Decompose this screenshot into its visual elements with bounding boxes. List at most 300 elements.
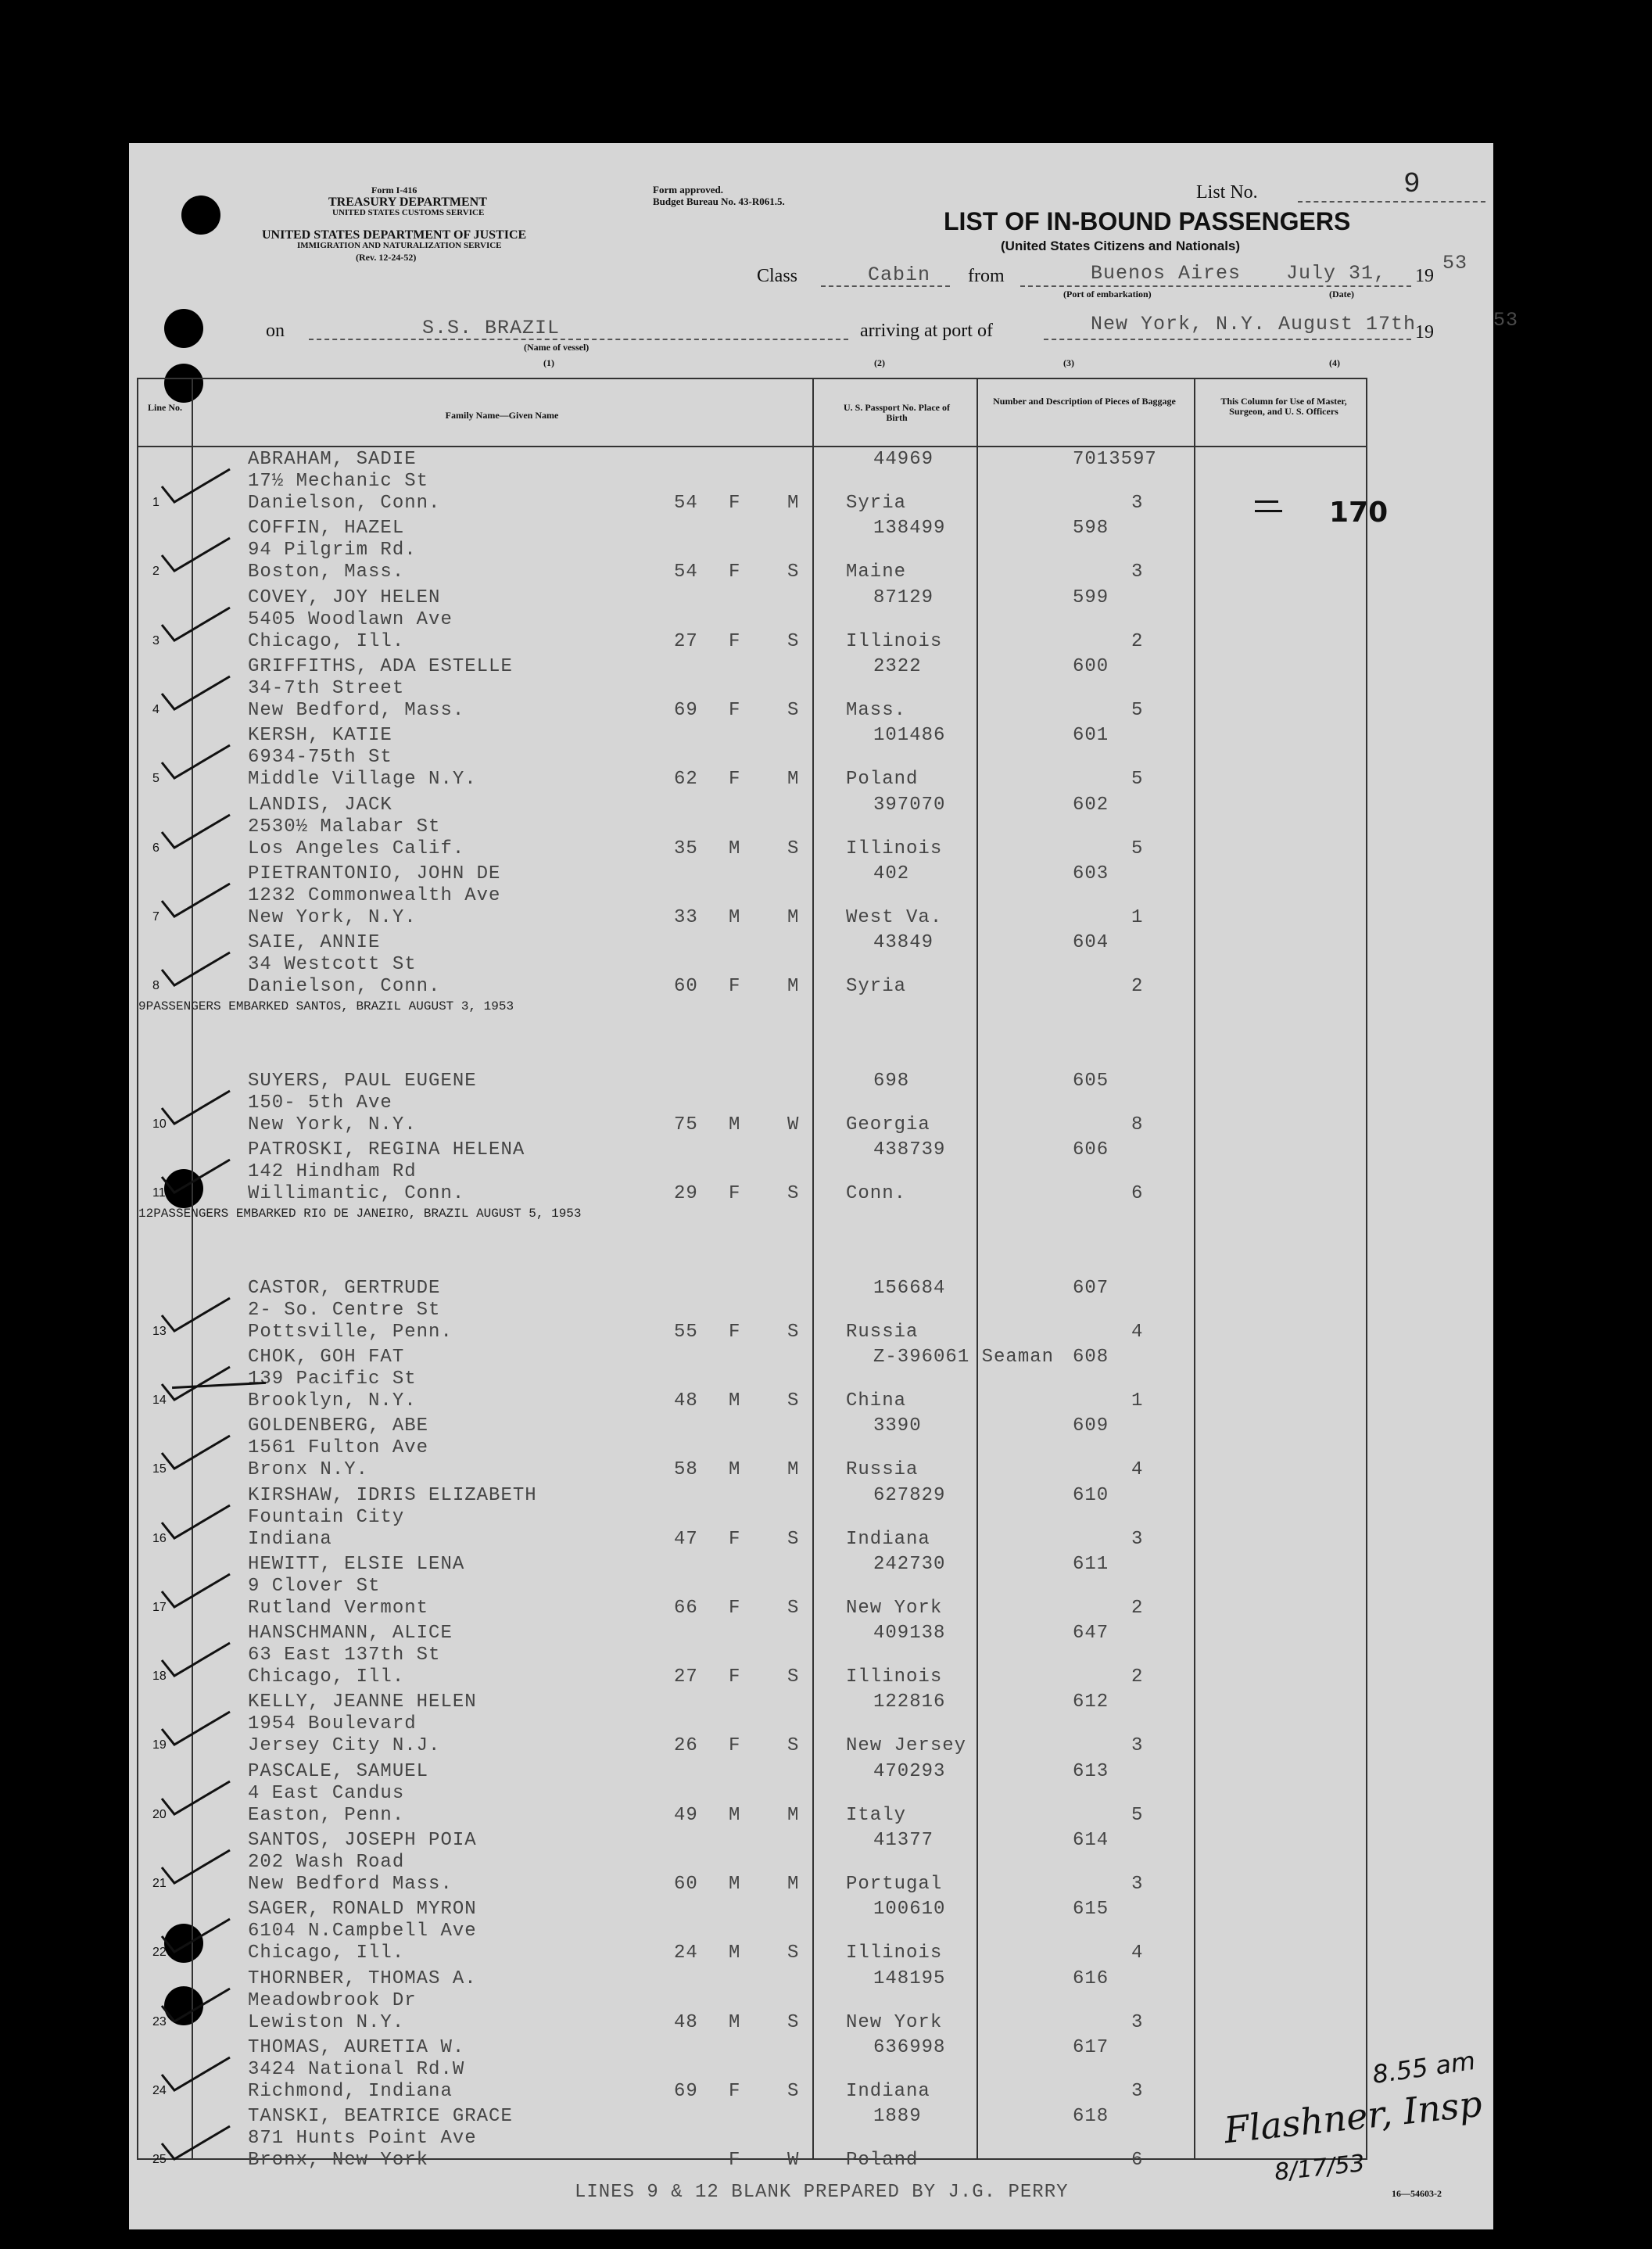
line-number: 6 (152, 841, 159, 855)
table-row (138, 1967, 1366, 2036)
passenger-age: 48 (674, 1390, 698, 1411)
check-mark (156, 2120, 234, 2167)
section-row (138, 1207, 1366, 1275)
passport-number: 2322 (873, 655, 922, 677)
passenger-age: 62 (674, 769, 698, 791)
marital-status: S (787, 561, 800, 583)
passport-number: Z-396061 Seaman (873, 1346, 1055, 1368)
passenger-sex: F (729, 1528, 741, 1550)
place-of-birth: Illinois (846, 1942, 943, 1964)
passenger-age: 54 (674, 493, 698, 514)
baggage-number: 604 (1073, 932, 1109, 954)
time-annotation: 8.55 am (1370, 2045, 1478, 2090)
baggage-count: 4 (1131, 1459, 1144, 1481)
place-of-birth: West Va. (846, 906, 943, 928)
passenger-sex: F (729, 561, 741, 583)
treasury-label: TREASURY DEPARTMENT (328, 195, 487, 209)
passport-number: 100610 (873, 1899, 946, 1921)
marital-status: W (787, 2150, 800, 2172)
baggage-number: 599 (1073, 586, 1109, 608)
passenger-sex: M (729, 1459, 741, 1481)
date-line (1270, 285, 1411, 287)
justice-label: UNITED STATES DEPARTMENT OF JUSTICE (262, 228, 527, 242)
passport-number: 138499 (873, 518, 946, 540)
passenger-address: 63 East 137th St (248, 1645, 441, 1666)
passenger-address: 871 Hunts Point Ave (248, 2128, 477, 2150)
table-row (138, 586, 1366, 655)
line-number: 5 (152, 772, 159, 786)
line-number: 21 (152, 1877, 167, 1890)
date-value: July 31, (1286, 262, 1387, 285)
passenger-sex: M (729, 2011, 741, 2033)
place-of-birth: Poland (846, 769, 919, 791)
class-value: Cabin (868, 264, 931, 286)
place-of-birth: Georgia (846, 1114, 930, 1135)
passenger-name: KELLY, JEANNE HELEN (248, 1691, 477, 1713)
passenger-name: ABRAHAM, SADIE (248, 449, 417, 470)
passenger-city: Chicago, Ill. (248, 1942, 405, 1964)
passport-number: 409138 (873, 1623, 946, 1645)
place-of-birth: Poland (846, 2150, 919, 2172)
place-of-birth: Illinois (846, 1666, 943, 1688)
passenger-name: GOLDENBERG, ABE (248, 1415, 429, 1437)
passenger-name: GRIFFITHS, ADA ESTELLE (248, 655, 513, 677)
table-row (138, 1897, 1366, 1966)
passenger-age: 66 (674, 1597, 698, 1619)
passenger-name: LANDIS, JACK (248, 794, 392, 816)
line-number: 8 (152, 979, 159, 993)
footer-note: LINES 9 & 12 BLANK PREPARED BY J.G. PERRY (575, 2182, 1069, 2203)
passenger-name: KERSH, KATIE (248, 725, 392, 747)
passenger-city: Bronx N.Y. (248, 1459, 369, 1481)
passenger-sex: F (729, 493, 741, 514)
passenger-name: COFFIN, HAZEL (248, 518, 405, 540)
passenger-city: Danielson, Conn. (248, 976, 441, 998)
table-row (138, 1690, 1366, 1759)
check-mark (156, 809, 234, 855)
passenger-city: Los Angeles Calif. (248, 838, 465, 859)
col-num-3: (3) (1063, 357, 1074, 368)
passport-number: 242730 (873, 1553, 946, 1575)
passenger-name: SAGER, RONALD MYRON (248, 1899, 477, 1921)
passenger-address: 4 East Candus (248, 1782, 405, 1804)
passenger-age: 26 (674, 1735, 698, 1757)
passport-number: 44969 (873, 449, 934, 470)
passenger-city: New York, N.Y. (248, 1114, 417, 1135)
passenger-sex: F (729, 2080, 741, 2102)
vessel-value: S.S. BRAZIL (422, 317, 561, 339)
passenger-city: New Bedford, Mass. (248, 699, 465, 721)
year-value: 53 (1442, 252, 1468, 274)
passenger-address: 9 Clover St (248, 1575, 381, 1597)
passport-number: 148195 (873, 1967, 946, 1989)
arrival-value: New York, N.Y. August 17th (1091, 313, 1417, 335)
passenger-city: Rutland Vermont (248, 1597, 429, 1619)
passenger-name: HEWITT, ELSIE LENA (248, 1553, 465, 1575)
passport-number: 122816 (873, 1691, 946, 1713)
baggage-count: 5 (1131, 699, 1144, 721)
baggage-count: 2 (1131, 630, 1144, 652)
arrival-line (1044, 339, 1411, 340)
baggage-number: 603 (1073, 863, 1109, 884)
baggage-number: 609 (1073, 1415, 1109, 1437)
vessel-line (309, 339, 848, 340)
passenger-sex: F (729, 699, 741, 721)
marital-status: S (787, 1528, 800, 1550)
passenger-name: PATROSKI, REGINA HELENA (248, 1139, 525, 1160)
passenger-city: Indiana (248, 1528, 332, 1550)
line-number: 1 (152, 496, 159, 509)
line-number: 23 (152, 2014, 167, 2028)
line-number: 17 (152, 1600, 167, 1614)
baggage-number: 7013597 (1073, 449, 1157, 470)
line-number: 4 (152, 702, 159, 716)
passport-number: 402 (873, 863, 910, 884)
baggage-number: 598 (1073, 518, 1109, 540)
passport-number: 87129 (873, 586, 934, 608)
baggage-number: 611 (1073, 1553, 1109, 1575)
col-head-baggage: Number and Description of Pieces of Baggage (993, 396, 1176, 407)
table-row (138, 862, 1366, 931)
check-mark (156, 1085, 234, 1132)
passenger-sex: M (729, 1942, 741, 1964)
section-heading: PASSENGERS EMBARKED SANTOS, BRAZIL AUGUST 3, 1953 (145, 999, 514, 1014)
passenger-city: New Bedford Mass. (248, 1874, 453, 1895)
passenger-address: 139 Pacific St (248, 1368, 417, 1390)
passenger-age: 35 (674, 838, 698, 859)
passenger-sex: F (729, 769, 741, 791)
passenger-address: 6934-75th St (248, 747, 392, 769)
check-mark (156, 946, 234, 993)
passenger-address: Meadowbrook Dr (248, 1989, 417, 2011)
table-row (138, 1759, 1366, 1828)
arrival-year-prefix: 19 (1415, 322, 1434, 343)
marital-status: M (787, 769, 800, 791)
passenger-sex: M (729, 838, 741, 859)
passenger-age: 29 (674, 1183, 698, 1204)
passenger-sex: F (729, 1321, 741, 1343)
line-number: 9 (138, 999, 146, 1014)
passport-number: 41377 (873, 1830, 934, 1851)
passenger-name: PIETRANTONIO, JOHN DE (248, 863, 501, 884)
table-row (138, 1621, 1366, 1690)
passenger-age: 27 (674, 630, 698, 652)
strike-mark (1255, 510, 1282, 512)
passenger-name: SAIE, ANNIE (248, 932, 381, 954)
passenger-address: 6104 N.Campbell Ave (248, 1921, 477, 1942)
list-no-label: List No. (1196, 182, 1258, 203)
table-row (138, 1345, 1366, 1414)
passenger-address: 1954 Boulevard (248, 1713, 417, 1735)
marital-status: S (787, 699, 800, 721)
section-heading: PASSENGERS EMBARKED RIO DE JANEIRO, BRAZIL AUGUST 5, 1953 (153, 1207, 582, 1221)
passenger-city: Chicago, Ill. (248, 1666, 405, 1688)
check-mark (156, 1775, 234, 1822)
passport-number: 397070 (873, 794, 946, 816)
baggage-number: 606 (1073, 1139, 1109, 1160)
col-head-name: Family Name—Given Name (445, 410, 559, 421)
check-mark (156, 1844, 234, 1891)
place-of-birth: New York (846, 1597, 943, 1619)
line-number: 18 (152, 1670, 167, 1684)
check-mark (156, 1637, 234, 1684)
form-approved: Form approved. (653, 184, 724, 195)
line-number: 24 (152, 2083, 167, 2097)
check-mark (156, 1499, 234, 1546)
passenger-address: 1232 Commonwealth Ave (248, 884, 501, 906)
passenger-address: 142 Hindham Rd (248, 1161, 417, 1182)
baggage-count: 1 (1131, 1390, 1144, 1411)
line-number: 22 (152, 1946, 167, 1960)
table-row (138, 1276, 1366, 1345)
line-number: 15 (152, 1462, 167, 1476)
passenger-city: Pottsville, Penn. (248, 1321, 453, 1343)
passenger-age: 55 (674, 1321, 698, 1343)
baggage-count: 2 (1131, 1597, 1144, 1619)
from-label: from (968, 266, 1005, 286)
line-number: 11 (152, 1186, 166, 1200)
col-head-officers: This Column for Use of Master, Surgeon, and U. S. Officers (1220, 396, 1347, 417)
passenger-age: 47 (674, 1528, 698, 1550)
marital-status: M (787, 493, 800, 514)
line-number: 19 (152, 1738, 167, 1752)
baggage-number: 613 (1073, 1760, 1109, 1782)
place-of-birth: Illinois (846, 630, 943, 652)
passenger-city: Boston, Mass. (248, 561, 405, 583)
customs-label: UNITED STATES CUSTOMS SERVICE (332, 208, 485, 217)
class-label: Class (757, 266, 798, 286)
place-of-birth: Portugal (846, 1874, 943, 1895)
check-mark (156, 877, 234, 924)
passport-number: 470293 (873, 1760, 946, 1782)
place-of-birth: Illinois (846, 838, 943, 859)
marital-status: M (787, 1804, 800, 1826)
table-row (138, 1069, 1366, 1138)
passenger-sex: M (729, 1874, 741, 1895)
passenger-sex: F (729, 976, 741, 998)
baggage-number: 616 (1073, 1967, 1109, 1989)
line-number: 12 (138, 1207, 154, 1221)
arrival-year: 53 (1493, 309, 1519, 332)
baggage-count: 5 (1131, 1804, 1144, 1826)
line-number: 10 (152, 1117, 167, 1131)
passenger-name: HANSCHMANN, ALICE (248, 1623, 453, 1645)
list-no-line (1298, 201, 1485, 203)
marital-status: M (787, 1874, 800, 1895)
budget-bureau: Budget Bureau No. 43-R061.5. (653, 195, 785, 207)
check-mark (156, 1982, 234, 2029)
list-title: LIST OF IN-BOUND PASSENGERS (944, 207, 1351, 235)
marital-status: S (787, 630, 800, 652)
passenger-address: 2530½ Malabar St (248, 816, 441, 838)
passenger-name: THOMAS, AURETIA W. (248, 2036, 465, 2058)
passenger-name: THORNBER, THOMAS A. (248, 1967, 477, 1989)
passenger-city: Brooklyn, N.Y. (248, 1390, 417, 1411)
passenger-address: 34-7th Street (248, 677, 405, 699)
table-row (138, 1483, 1366, 1552)
passenger-age: 24 (674, 1942, 698, 1964)
table-row (138, 1552, 1366, 1621)
list-no-value: 9 (1403, 168, 1421, 200)
passenger-sex: F (729, 2150, 741, 2172)
passenger-name: TANSKI, BEATRICE GRACE (248, 2106, 513, 2128)
passenger-city: Richmond, Indiana (248, 2080, 453, 2102)
table-row (138, 1138, 1366, 1207)
baggage-number: 618 (1073, 2106, 1109, 2128)
passenger-city: Middle Village N.Y. (248, 769, 477, 791)
signature-date: 8/17/53 (1273, 2150, 1367, 2186)
table-row (138, 793, 1366, 862)
section-row (138, 999, 1366, 1068)
passenger-name: SANTOS, JOSEPH POIA (248, 1830, 477, 1851)
check-mark (156, 1706, 234, 1752)
passenger-city: Chicago, Ill. (248, 630, 405, 652)
baggage-number: 614 (1073, 1830, 1109, 1851)
place-of-birth: Syria (846, 493, 907, 514)
passenger-name: CHOK, GOH FAT (248, 1346, 405, 1368)
passenger-sex: F (729, 1183, 741, 1204)
marital-status: S (787, 2080, 800, 2102)
col-num-1: (1) (543, 357, 554, 368)
ins-label: IMMIGRATION AND NATURALIZATION SERVICE (297, 241, 502, 250)
passenger-city: Lewiston N.Y. (248, 2011, 405, 2033)
line-number: 2 (152, 565, 159, 579)
marital-status: S (787, 1942, 800, 1964)
passenger-age: 58 (674, 1459, 698, 1481)
table-row (138, 723, 1366, 792)
col-num-4: (4) (1329, 357, 1340, 368)
passport-number: 627829 (873, 1484, 946, 1506)
baggage-count: 5 (1131, 769, 1144, 791)
list-subtitle: (United States Citizens and Nationals) (1001, 239, 1241, 253)
passenger-city: Easton, Penn. (248, 1804, 405, 1826)
baggage-count: 4 (1131, 1321, 1144, 1343)
from-value: Buenos Aires (1091, 262, 1242, 285)
passport-number: 43849 (873, 932, 934, 954)
marital-status: S (787, 1321, 800, 1343)
line-number: 14 (152, 1393, 167, 1407)
passenger-sex: M (729, 1804, 741, 1826)
baggage-number: 612 (1073, 1691, 1109, 1713)
baggage-number: 602 (1073, 794, 1109, 816)
marital-status: S (787, 1666, 800, 1688)
form-number: Form I-416 (371, 185, 417, 195)
place-of-birth: Mass. (846, 699, 907, 721)
check-mark (156, 1153, 234, 1200)
baggage-number: 605 (1073, 1070, 1109, 1092)
table-row (138, 655, 1366, 723)
col-head-line: Line No. (147, 402, 182, 413)
check-mark (156, 1568, 234, 1615)
marital-status: M (787, 1459, 800, 1481)
check-mark (156, 463, 234, 510)
passenger-age: 27 (674, 1666, 698, 1688)
marital-status: S (787, 1390, 800, 1411)
passenger-address: 202 Wash Road (248, 1852, 405, 1873)
place-of-birth: Russia (846, 1459, 919, 1481)
check-mark (156, 739, 234, 786)
line-number: 13 (152, 1324, 167, 1338)
check-mark (156, 532, 234, 579)
passenger-sex: M (729, 1390, 741, 1411)
passenger-sex: F (729, 1597, 741, 1619)
check-mark (156, 1913, 234, 1960)
from-line (1020, 285, 1267, 287)
marital-status: S (787, 2011, 800, 2033)
passenger-address: 2- So. Centre St (248, 1299, 441, 1321)
count-annotation: 170 (1329, 497, 1389, 529)
baggage-count: 2 (1131, 976, 1144, 998)
strike-mark (1255, 500, 1278, 503)
printer-code: 16—54603-2 (1392, 2188, 1442, 2199)
passenger-address: 150- 5th Ave (248, 1092, 392, 1114)
baggage-count: 4 (1131, 1942, 1144, 1964)
passenger-age: 69 (674, 2080, 698, 2102)
col-num-2: (2) (874, 357, 885, 368)
baggage-number: 608 (1073, 1346, 1109, 1368)
passport-number: 636998 (873, 2036, 946, 2058)
check-mark (156, 1429, 234, 1476)
baggage-count: 6 (1131, 2150, 1144, 2172)
inspector-signature: Flashner, Insp (1222, 2082, 1485, 2152)
port-caption: (Port of embarkation) (1063, 289, 1152, 300)
arriving-label: arriving at port of (860, 321, 993, 341)
baggage-count: 3 (1131, 493, 1144, 514)
baggage-number: 607 (1073, 1277, 1109, 1299)
passenger-age: 75 (674, 1114, 698, 1135)
passenger-age: 60 (674, 976, 698, 998)
place-of-birth: Italy (846, 1804, 907, 1826)
place-of-birth: Russia (846, 1321, 919, 1343)
table-row (138, 2104, 1366, 2173)
marital-status: S (787, 1597, 800, 1619)
line-number: 7 (152, 909, 159, 924)
passenger-sex: F (729, 1735, 741, 1757)
baggage-count: 3 (1131, 1874, 1144, 1895)
passenger-address: 94 Pilgrim Rd. (248, 540, 417, 561)
place-of-birth: Indiana (846, 1528, 930, 1550)
passport-number: 698 (873, 1070, 910, 1092)
passenger-age: 60 (674, 1874, 698, 1895)
passenger-age: 48 (674, 2011, 698, 2033)
baggage-number: 647 (1073, 1623, 1109, 1645)
line-number: 20 (152, 1807, 167, 1821)
passport-number: 156684 (873, 1277, 946, 1299)
passenger-city: Willimantic, Conn. (248, 1183, 465, 1204)
passenger-sex: M (729, 906, 741, 928)
passenger-sex: F (729, 1666, 741, 1688)
check-mark (156, 1292, 234, 1339)
binder-hole (181, 195, 220, 235)
check-mark (156, 670, 234, 717)
place-of-birth: Syria (846, 976, 907, 998)
table-row (138, 516, 1366, 585)
check-mark (156, 2051, 234, 2098)
table-row (138, 447, 1366, 516)
place-of-birth: Conn. (846, 1183, 907, 1204)
line-number: 25 (152, 2153, 167, 2167)
passport-number: 1889 (873, 2106, 922, 2128)
place-of-birth: New York (846, 2011, 943, 2033)
passenger-name: PASCALE, SAMUEL (248, 1760, 429, 1782)
marital-status: S (787, 838, 800, 859)
line-number: 16 (152, 1531, 167, 1545)
place-of-birth: New Jersey (846, 1735, 967, 1757)
table-row (138, 1414, 1366, 1483)
date-caption: (Date) (1329, 289, 1354, 300)
passenger-city: New York, N.Y. (248, 906, 417, 928)
baggage-count: 3 (1131, 561, 1144, 583)
